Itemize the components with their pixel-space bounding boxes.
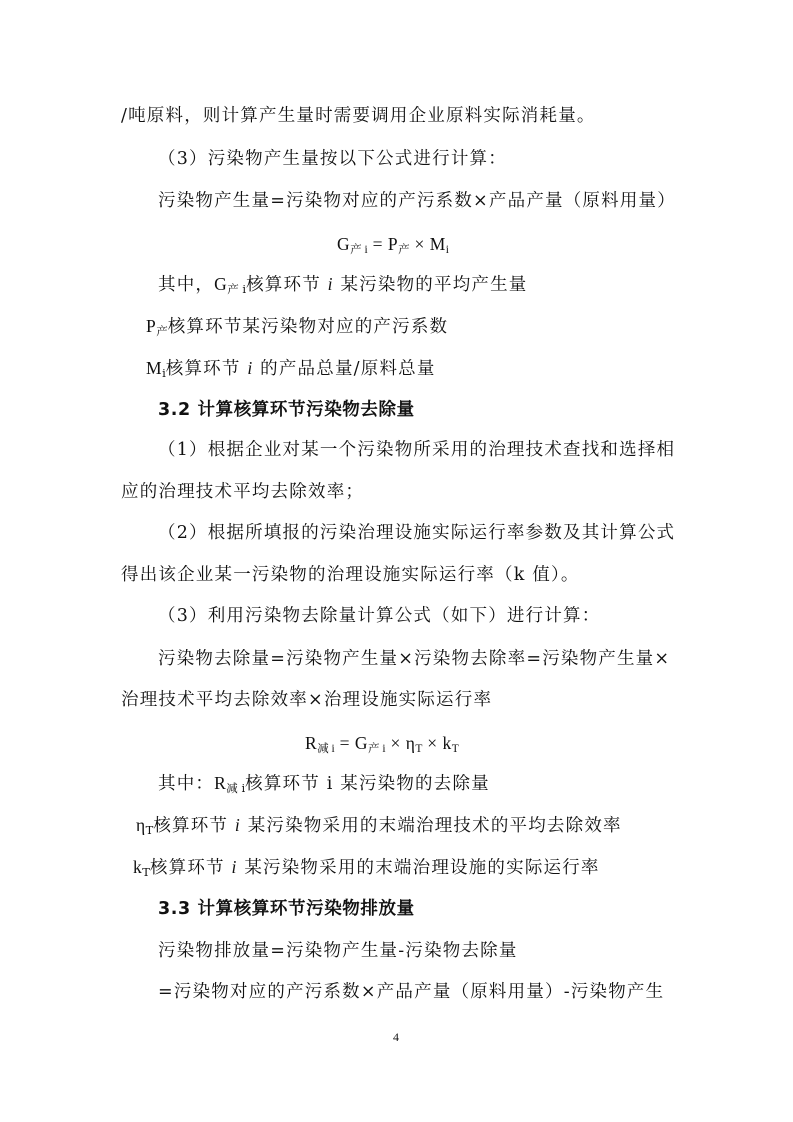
- definition-prefix: 其中，: [158, 275, 215, 295]
- formula-symbol: k: [442, 733, 452, 753]
- paragraph-line: =污染物对应的产污系数×产品产量（原料用量）-污染物产生: [158, 982, 665, 1002]
- formula-operator: ×: [409, 234, 430, 254]
- definition-text: 核算环节: [246, 275, 321, 295]
- formula-symbol: G: [354, 733, 369, 753]
- variable-definition: [158, 771, 490, 800]
- formula-subscript: 产 i: [350, 244, 368, 256]
- formula-operator: =: [367, 234, 388, 254]
- formula-operator: ×: [422, 733, 443, 753]
- paragraph-line: 应的治理技术平均去除效率；: [121, 482, 365, 502]
- paragraph-line: （2）根据所填报的污染治理设施实际运行率参数及其计算公式: [158, 523, 676, 543]
- paragraph-line: 污染物产生量=污染物对应的产污系数×产品产量（原料用量）: [158, 191, 676, 211]
- formula-subscript: T: [142, 865, 150, 879]
- paragraph-line: 污染物排放量=污染物产生量-污染物去除量: [158, 941, 518, 961]
- formula-subscript: T: [145, 823, 154, 837]
- definition-text: 的产品总量/原料总量: [260, 359, 436, 379]
- variable-definition: [146, 314, 448, 343]
- formula-variable: i: [231, 857, 238, 877]
- variable-definition: [133, 855, 600, 884]
- formula-subscript: i: [162, 366, 166, 380]
- formula-symbol: R: [305, 733, 318, 753]
- formula-removal: [305, 731, 459, 761]
- formula-subscript: 产: [156, 324, 168, 338]
- paragraph-line: 污染物去除量=污染物产生量×污染物去除率=污染物产生量×: [158, 649, 671, 669]
- definition-text: 某污染物采用的末端治理技术的平均去除效率: [247, 816, 622, 836]
- formula-subscript: i: [445, 244, 449, 256]
- definition-text: 某污染物采用的末端治理设施的实际运行率: [244, 858, 600, 878]
- variable-definition: [158, 272, 528, 301]
- formula-subscript: 产: [398, 244, 410, 256]
- formula-symbol: G: [337, 234, 351, 254]
- formula-subscript: 减 i: [226, 781, 246, 795]
- definition-prefix: 其中：: [158, 774, 215, 794]
- formula-symbol: M: [429, 234, 446, 254]
- formula-symbol: η: [405, 733, 416, 753]
- formula-variable: i: [247, 358, 254, 378]
- formula-subscript: 产 i: [227, 282, 247, 296]
- paragraph-line: 得出该企业某一污染物的治理设施实际运行率（k 值）。: [121, 565, 580, 585]
- definition-text: 核算环节: [149, 858, 225, 878]
- formula-operator: ×: [385, 733, 406, 753]
- definition-text: 某污染物的平均产生量: [340, 275, 528, 295]
- formula-subscript: T: [451, 743, 459, 755]
- section-heading: 3.3 计算核算环节污染物排放量: [158, 899, 415, 919]
- formula-symbol: G: [214, 274, 228, 294]
- formula-symbol: k: [133, 857, 143, 877]
- paragraph-line: /吨原料，则计算产生量时需要调用企业原料实际消耗量。: [121, 106, 596, 126]
- formula-operator: =: [334, 733, 355, 753]
- variable-definition: [136, 813, 622, 842]
- formula-symbol: P: [387, 234, 399, 254]
- formula-symbol: R: [214, 773, 227, 793]
- paragraph-line: 治理技术平均去除效率×治理设施实际运行率: [121, 690, 493, 710]
- definition-text: 核算环节某污染物对应的产污系数: [167, 317, 449, 337]
- paragraph-line: （1）根据企业对某一个污染物所采用的治理技术查找和选择相: [158, 440, 676, 460]
- paragraph-line: （3）利用污染物去除量计算公式（如下）进行计算：: [158, 606, 601, 626]
- formula-variable: i: [234, 815, 241, 835]
- formula-symbol: η: [136, 815, 146, 835]
- page-number: 4: [393, 1030, 399, 1044]
- definition-text: 核算环节: [165, 359, 241, 379]
- definition-text: 核算环节: [153, 816, 229, 836]
- formula-subscript: 产 i: [368, 743, 386, 755]
- paragraph-line: （3）污染物产生量按以下公式进行计算：: [158, 149, 507, 169]
- variable-definition: [146, 356, 436, 385]
- section-heading: 3.2 计算核算环节污染物去除量: [158, 400, 415, 420]
- formula-subscript: T: [415, 743, 423, 755]
- formula-symbol: M: [146, 358, 163, 378]
- definition-text: 核算环节 i 某污染物的去除量: [245, 774, 490, 794]
- formula-symbol: P: [146, 316, 157, 336]
- formula-generation: [337, 232, 449, 262]
- formula-subscript: 减 i: [317, 743, 335, 755]
- formula-variable: i: [327, 274, 334, 294]
